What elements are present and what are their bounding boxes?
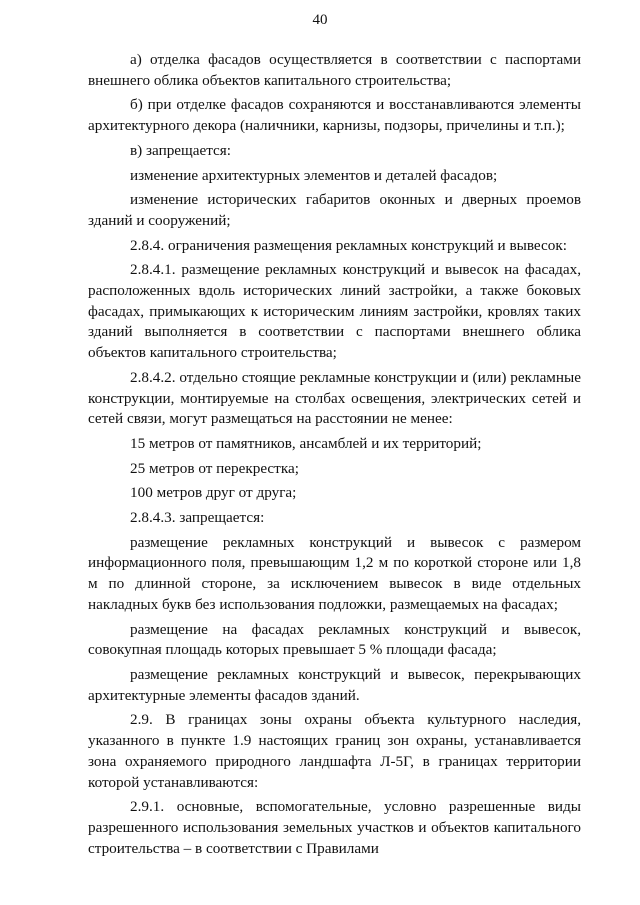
prohibition-info-field-size: размещение рекламных конструкций и вывесок с размером информационного поля, превышающим 1,2 м по короткой стороне или 1,8 м по длинной стороне, за исключением вывесок в виде отдельных накладных букв без использования подложки, размещаемых на фасадах; xyxy=(88,533,581,613)
list-item-architectural-elements: изменение архитектурных элементов и деталей фасадов; xyxy=(130,166,498,184)
list-item-window-door-dimensions: изменение исторических габаритов оконных и дверных проемов зданий и сооружений; xyxy=(88,191,581,229)
distance-each-other: 100 метров друг от друга; xyxy=(130,484,297,502)
prohibition-covering-elements: размещение рекламных конструкций и вывесок, перекрывающих архитектурные элементы фасадов зданий. xyxy=(88,665,581,704)
section-2-9-1: 2.9.1. основные, вспомогательные, условно разрешенные виды разрешенного использования земельных участков и объектов капитального строительства – в соответствии с Правилами xyxy=(88,798,581,857)
paragraph-b-decor-preservation: б) при отделке фасадов сохраняются и восстанавливаются элементы архитектурного декора (наличники, карнизы, подзоры, причелины и т.п.); xyxy=(88,96,581,135)
section-2-8-4-3-heading: 2.8.4.3. запрещается: xyxy=(130,509,265,527)
section-2-8-4-heading: 2.8.4. ограничения размещения рекламных конструкций и вывесок: xyxy=(130,236,567,254)
prohibition-facade-area: размещение на фасадах рекламных конструкций и вывесок, совокупная площадь которых превышает 5 % площади фасада; xyxy=(88,620,581,659)
paragraph-a-facade-finishing: а) отделка фасадов осуществляется в соответствии с паспортами внешнего облика объектов капитального строительства; xyxy=(88,51,581,89)
paragraph-v-prohibited: в) запрещается: xyxy=(130,141,231,159)
section-2-9: 2.9. В границах зоны охраны объекта культурного наследия, указанного в пункте 1.9 настоящих границ зон охраны, устанавливается зона охраняемого природного ландшафта Л-5Г, в границах территории которой устанавливаются: xyxy=(88,711,581,791)
distance-monuments: 15 метров от памятников, ансамблей и их территорий; xyxy=(130,434,482,452)
section-2-8-4-1: 2.8.4.1. размещение рекламных конструкций и вывесок на фасадах, расположенных вдоль исторических линий застройки, а также боковых фасадах, примыкающих к историческим линиям застройки, кровлях таких зданий выполняется в соответствии с паспортами внешнего облика объектов капитального строительства; xyxy=(88,261,581,362)
document-body xyxy=(88,50,581,859)
page-number: 40 xyxy=(312,12,328,28)
distance-intersection: 25 метров от перекрестка; xyxy=(130,459,299,477)
section-2-8-4-2: 2.8.4.2. отдельно стоящие рекламные конструкции и (или) рекламные конструкции, монтируемые на столбах освещения, электрических сетей и сетей связи, могут размещаться на расстоянии не менее: xyxy=(88,368,581,428)
